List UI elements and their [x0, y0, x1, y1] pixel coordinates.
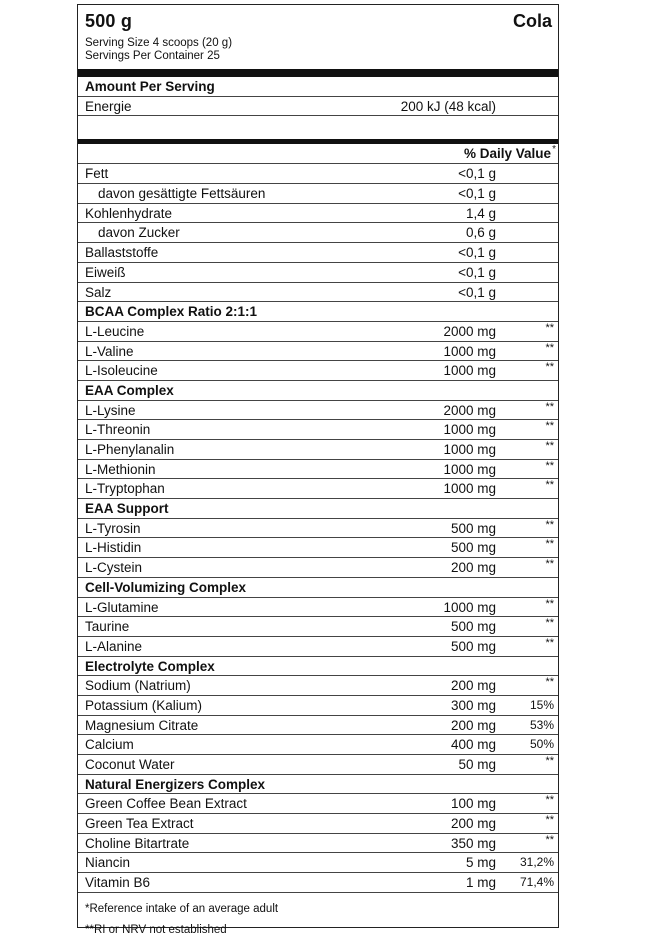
nutrient-row	[78, 460, 558, 480]
nutrient-name: Green Tea Extract	[85, 816, 194, 832]
section-header-row	[78, 381, 558, 401]
nutrient-amount: 200 mg	[450, 816, 496, 832]
nutrient-amount: <0,1 g	[458, 166, 496, 182]
nutrient-row	[78, 342, 558, 362]
nutrient-row	[78, 184, 558, 204]
nutrient-name: L-Threonin	[85, 422, 151, 438]
nutrient-name: davon gesättigte Fettsäuren	[98, 186, 266, 202]
section-header-row	[78, 578, 558, 598]
nutrient-amount: 100 mg	[450, 796, 496, 812]
nutrient-name: Taurine	[85, 619, 130, 635]
nutrient-name: L-Glutamine	[85, 599, 159, 615]
nutrient-row	[78, 420, 558, 440]
daily-value: **	[545, 833, 554, 846]
nutrient-row	[78, 361, 558, 381]
nutrient-name: Niancin	[85, 855, 131, 871]
nutrient-amount: 1000 mg	[443, 343, 496, 359]
daily-value: **	[545, 538, 554, 551]
nutrient-name: Salz	[85, 284, 112, 300]
nutrient-amount: 500 mg	[450, 520, 496, 536]
nutrient-name: L-Valine	[85, 343, 134, 359]
nutrient-row	[78, 263, 558, 283]
footnote-reference: *Reference intake of an average adult	[85, 902, 279, 915]
nutrient-amount: 1000 mg	[443, 481, 496, 497]
nutrient-amount: 1000 mg	[443, 461, 496, 477]
nutrient-name: Green Coffee Bean Extract	[85, 796, 247, 812]
nutrient-amount: <0,1 g	[458, 284, 496, 300]
nutrient-name: Potassium (Kalium)	[85, 697, 203, 713]
nutrient-name: Calcium	[85, 737, 134, 753]
nutrient-amount: 500 mg	[450, 638, 496, 654]
section-title: BCAA Complex Ratio 2:1:1	[85, 304, 258, 320]
daily-value: **	[545, 420, 554, 433]
nutrient-row	[78, 834, 558, 854]
nutrient-row	[78, 401, 558, 421]
nutrient-row	[78, 637, 558, 657]
nutrient-row	[78, 735, 558, 755]
nutrient-amount: 200 mg	[450, 560, 496, 576]
nutrient-amount: 500 mg	[450, 540, 496, 556]
nutrient-name: Fett	[85, 166, 109, 182]
section-title: Natural Energizers Complex	[85, 776, 266, 792]
nutrient-row	[78, 676, 558, 696]
daily-value: 71,4%	[519, 875, 554, 890]
nutrient-name: L-Tyrosin	[85, 520, 141, 536]
nutrient-row	[78, 873, 558, 893]
daily-value: **	[545, 440, 554, 452]
nutrient-name: Magnesium Citrate	[85, 717, 199, 733]
nutrient-amount: 200 mg	[450, 717, 496, 733]
nutrient-row	[78, 696, 558, 716]
daily-value: **	[545, 459, 554, 472]
servings-per-container: Servings Per Container 25	[85, 50, 220, 62]
section-header-row	[78, 302, 558, 322]
thick-divider-2	[78, 116, 558, 144]
nutrient-amount: 400 mg	[450, 737, 496, 753]
daily-value: **	[545, 558, 554, 571]
daily-value: 31,2%	[519, 855, 554, 870]
nutrient-name: L-Lysine	[85, 402, 136, 418]
nutrient-amount: 1000 mg	[443, 599, 496, 615]
daily-value: **	[545, 321, 554, 334]
daily-value-asterisk: *	[552, 144, 556, 156]
daily-value: **	[545, 597, 554, 610]
energy-row	[78, 97, 558, 117]
nutrient-row	[78, 794, 558, 814]
section-title: EAA Complex	[85, 382, 174, 398]
nutrient-name: Ballaststoffe	[85, 245, 159, 261]
nutrient-name: Vitamin B6	[85, 875, 151, 891]
serving-size: Serving Size 4 scoops (20 g)	[85, 37, 233, 49]
daily-value: **	[545, 755, 554, 767]
nutrient-row	[78, 755, 558, 775]
nutrient-amount: 1000 mg	[443, 442, 496, 457]
nutrient-name: Kohlenhydrate	[85, 205, 173, 221]
section-header-row	[78, 775, 558, 795]
nutrient-row	[78, 243, 558, 263]
footnote-not-established: **RI or NRV not established	[85, 923, 227, 936]
nutrient-amount: <0,1 g	[458, 186, 496, 202]
nutrient-row	[78, 204, 558, 224]
nutrient-row	[78, 519, 558, 539]
nutrient-amount: 200 mg	[450, 678, 496, 694]
nutrient-amount: 500 mg	[450, 619, 496, 635]
nutrient-row	[78, 322, 558, 342]
nutrient-amount: 1000 mg	[443, 422, 496, 438]
nutrient-amount: 300 mg	[450, 697, 496, 713]
daily-value: **	[545, 794, 554, 807]
thick-divider	[78, 69, 558, 77]
section-title: EAA Support	[85, 501, 169, 517]
nutrient-amount: 2000 mg	[443, 323, 496, 339]
daily-value: 15%	[529, 697, 554, 712]
nutrient-amount: 1000 mg	[443, 363, 496, 379]
nutrient-name: L-Histidin	[85, 540, 142, 556]
nutrient-row	[78, 538, 558, 558]
nutrient-amount: 2000 mg	[443, 402, 496, 418]
nutrient-row	[78, 716, 558, 736]
daily-value: 50%	[529, 737, 554, 752]
nutrient-row	[78, 558, 558, 578]
daily-value: **	[545, 676, 554, 689]
nutrient-amount: 5 mg	[465, 855, 496, 871]
section-title: Electrolyte Complex	[85, 658, 215, 674]
daily-value: **	[545, 518, 554, 531]
nutrient-name: L-Cystein	[85, 560, 143, 576]
amount-per-serving-row	[78, 77, 558, 97]
nutrient-amount: 0,6 g	[465, 225, 496, 241]
nutrient-name: L-Tryptophan	[85, 481, 165, 497]
nutrient-amount: 1,4 g	[465, 205, 496, 221]
nutrient-name: L-Leucine	[85, 323, 145, 339]
nutrient-amount: 350 mg	[450, 835, 496, 851]
energy-label: Energie	[85, 98, 132, 114]
nutrient-row	[78, 440, 558, 460]
package-weight: 500 g	[85, 11, 133, 31]
nutrient-name: L-Phenylanalin	[85, 442, 175, 457]
daily-value: 53%	[529, 717, 554, 732]
daily-value: **	[545, 400, 554, 413]
nutrient-row	[78, 814, 558, 834]
section-header-row	[78, 657, 558, 677]
nutrient-row	[78, 853, 558, 873]
nutrient-name: Choline Bitartrate	[85, 835, 190, 851]
section-header-row	[78, 499, 558, 519]
daily-value: **	[545, 361, 554, 374]
nutrient-amount: 1 mg	[465, 875, 496, 891]
daily-value-header	[78, 144, 558, 164]
daily-value: **	[545, 814, 554, 827]
daily-value: **	[545, 341, 554, 354]
daily-value-label: % Daily Value	[463, 146, 551, 162]
daily-value: **	[545, 479, 554, 492]
nutrient-name: L-Methionin	[85, 461, 156, 477]
nutrient-amount: <0,1 g	[458, 264, 496, 280]
nutrient-row	[78, 479, 558, 499]
nutrient-rows	[78, 164, 558, 892]
label-header	[78, 5, 558, 69]
nutrient-name: Eiweiß	[85, 264, 126, 280]
flavor-name: Cola	[512, 11, 552, 31]
nutrient-name: davon Zucker	[98, 225, 180, 241]
nutrient-name: L-Alanine	[85, 638, 143, 654]
nutrient-row	[78, 598, 558, 618]
nutrient-row	[78, 283, 558, 303]
nutrient-name: Coconut Water	[85, 757, 175, 772]
daily-value: **	[545, 636, 554, 649]
nutrient-amount: <0,1 g	[458, 245, 496, 261]
daily-value: **	[545, 617, 554, 630]
nutrient-row	[78, 164, 558, 184]
nutrient-row	[78, 223, 558, 243]
nutrient-name: Sodium (Natrium)	[85, 678, 191, 694]
nutrient-name: L-Isoleucine	[85, 363, 158, 379]
nutrition-facts-label	[77, 4, 559, 936]
section-title: Cell-Volumizing Complex	[85, 579, 247, 595]
energy-value: 200 kJ (48 kcal)	[400, 98, 496, 114]
nutrient-row	[78, 617, 558, 637]
nutrient-amount: 50 mg	[458, 757, 496, 772]
amount-per-serving-label: Amount Per Serving	[85, 79, 215, 94]
